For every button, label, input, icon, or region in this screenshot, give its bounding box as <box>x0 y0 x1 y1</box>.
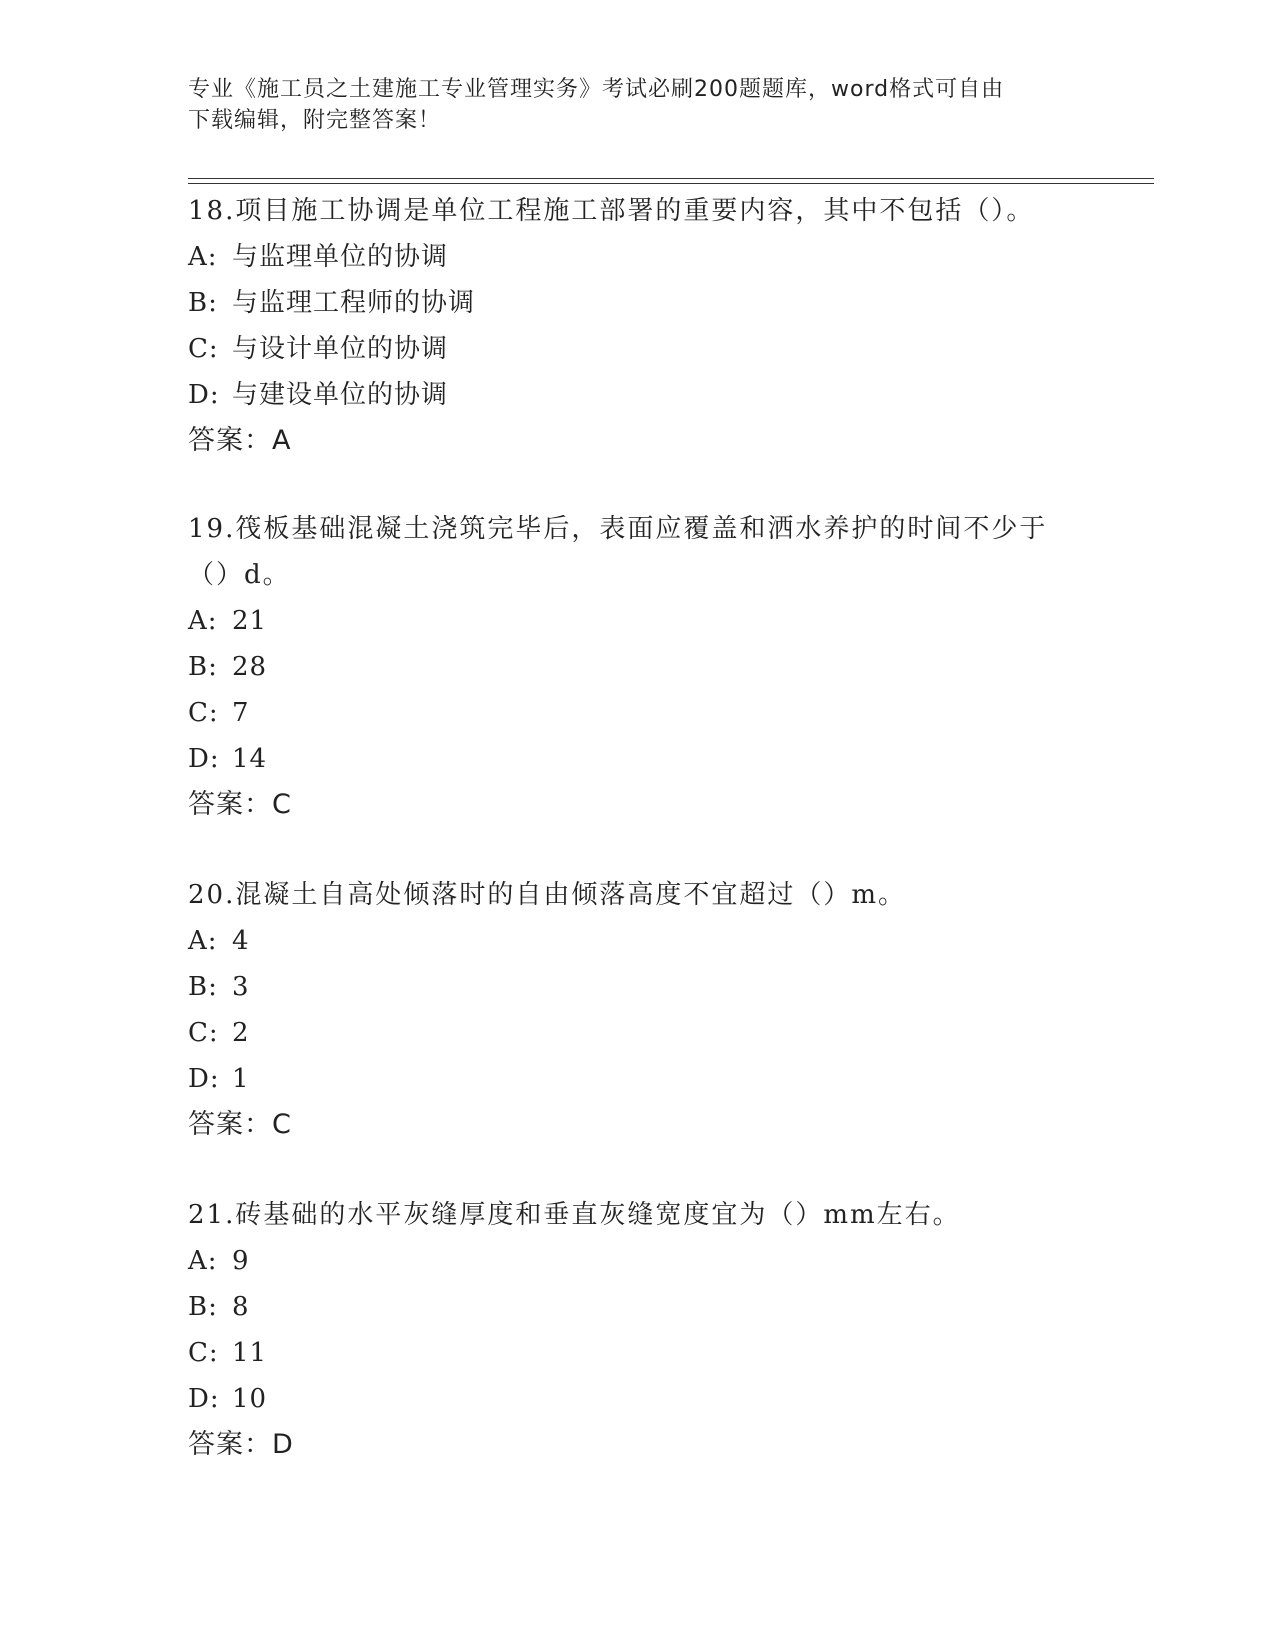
question-21 <box>188 1192 1088 1468</box>
option-a <box>188 918 1088 964</box>
option-text: 4 <box>232 926 250 956</box>
option-b <box>188 964 1088 1010</box>
option-letter: C: <box>188 334 219 364</box>
option-text: 8 <box>232 1292 250 1322</box>
option-c <box>188 326 1088 372</box>
option-text: 14 <box>232 744 268 774</box>
option-a <box>188 1238 1088 1284</box>
question-stem: 20.混凝土自高处倾落时的自由倾落高度不宜超过（）m。 <box>188 880 907 910</box>
header-line-2: 下载编辑，附完整答案！ <box>188 108 442 133</box>
option-letter: B: <box>188 1292 218 1322</box>
option-letter: C: <box>188 1338 219 1368</box>
option-letter: D: <box>188 1064 220 1094</box>
option-text: 21 <box>232 606 268 636</box>
option-letter: C: <box>188 1018 219 1048</box>
option-letter: B: <box>188 288 218 318</box>
option-letter: A: <box>188 606 218 636</box>
question-stem-continued: （）d。 <box>188 560 291 590</box>
option-b <box>188 280 1088 326</box>
answer-line: 答案：C <box>188 789 292 820</box>
option-text: 与监理工程师的协调 <box>232 288 476 318</box>
option-c <box>188 1330 1088 1376</box>
header-line-1: 专业《施工员之土建施工专业管理实务》考试必刷200题题库，word格式可自由 <box>188 77 1005 102</box>
option-letter: A: <box>188 926 218 956</box>
option-text: 与设计单位的协调 <box>232 334 449 364</box>
option-text: 7 <box>232 698 250 728</box>
option-text: 3 <box>232 972 250 1002</box>
question-18 <box>188 188 1088 464</box>
question-stem: 19.筏板基础混凝土浇筑完毕后，表面应覆盖和洒水养护的时间不少于 <box>188 514 1048 544</box>
option-letter: D: <box>188 1384 220 1414</box>
option-c <box>188 690 1088 736</box>
option-text: 10 <box>232 1384 268 1414</box>
option-text: 11 <box>232 1338 268 1368</box>
option-letter: B: <box>188 652 218 682</box>
option-letter: D: <box>188 744 220 774</box>
option-text: 28 <box>232 652 268 682</box>
option-text: 与监理单位的协调 <box>232 242 449 272</box>
option-b <box>188 1284 1088 1330</box>
option-text: 9 <box>232 1246 250 1276</box>
option-a <box>188 598 1088 644</box>
option-letter: C: <box>188 698 219 728</box>
answer-line: 答案：A <box>188 425 292 456</box>
option-a <box>188 234 1088 280</box>
answer-line: 答案：D <box>188 1429 294 1460</box>
answer-line: 答案：C <box>188 1109 292 1140</box>
header-divider-top <box>188 178 1154 179</box>
option-d <box>188 736 1088 782</box>
question-20 <box>188 872 1088 1148</box>
option-letter: D: <box>188 380 220 410</box>
option-text: 1 <box>232 1064 250 1094</box>
option-b <box>188 644 1088 690</box>
option-c <box>188 1010 1088 1056</box>
option-letter: B: <box>188 972 218 1002</box>
question-stem: 18.项目施工协调是单位工程施工部署的重要内容，其中不包括（）。 <box>188 196 1035 226</box>
option-text: 2 <box>232 1018 250 1048</box>
header-divider-bottom <box>188 183 1154 184</box>
option-d <box>188 1376 1088 1422</box>
question-stem: 21.砖基础的水平灰缝厚度和垂直灰缝宽度宜为（）mm左右。 <box>188 1200 961 1230</box>
option-letter: A: <box>188 242 218 272</box>
option-d <box>188 1056 1088 1102</box>
question-19 <box>188 506 1088 828</box>
option-d <box>188 372 1088 418</box>
option-letter: A: <box>188 1246 218 1276</box>
document-header <box>188 74 1068 136</box>
option-text: 与建设单位的协调 <box>232 380 449 410</box>
